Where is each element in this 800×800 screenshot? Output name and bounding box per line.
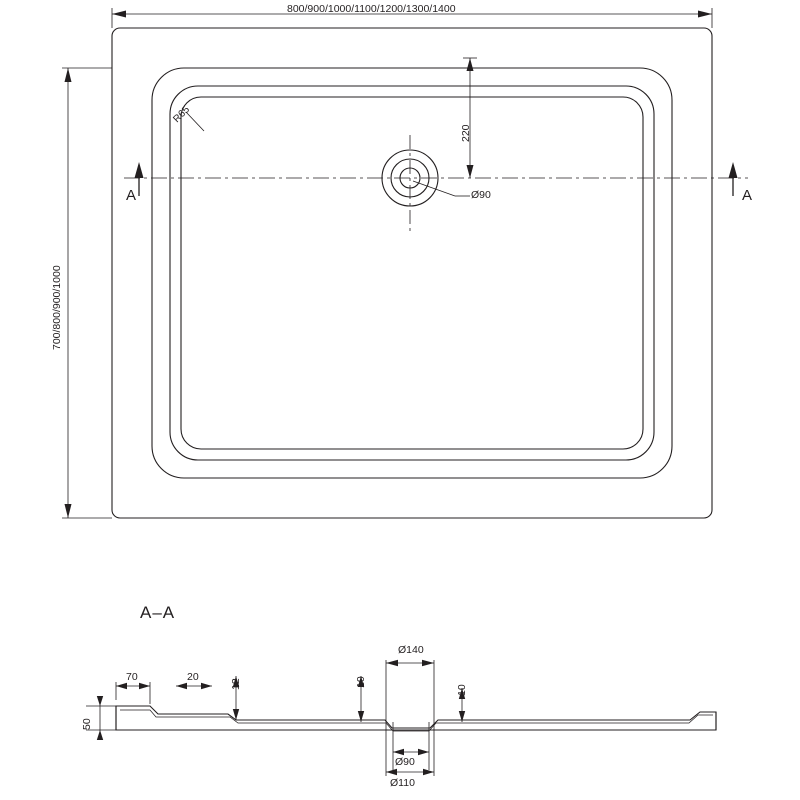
step-width-label: 20 (187, 671, 199, 683)
drain-bore-label: Ø90 (395, 756, 415, 768)
section-drain-detail (386, 660, 434, 770)
section-title-label: A–A (140, 603, 176, 622)
section-mark-left-label: A (126, 187, 137, 204)
drain-bore-dimension (393, 749, 429, 755)
flange-width-dimension (116, 682, 150, 704)
drain-offset-dimension (460, 58, 477, 178)
section-profile (116, 706, 716, 731)
section-mark-right-label: A (742, 187, 753, 204)
section-arrow-right (729, 162, 738, 196)
radius-label: R65 (171, 104, 193, 126)
left-dimension (62, 68, 112, 518)
tray-outline (112, 28, 712, 518)
height-label: 50 (81, 718, 93, 730)
step-width-dimension (176, 683, 212, 689)
base-thickness-right-label: 10 (456, 684, 468, 696)
drain-offset-label: 220 (460, 124, 472, 142)
drain-top-diameter-dimension (386, 660, 434, 666)
top-dimension-label: 800/900/1000/1100/1200/1300/1400 (287, 3, 456, 15)
left-dimension-label: 700/800/900/1000 (51, 265, 63, 350)
flange-width-label: 70 (126, 671, 138, 683)
tray-bowl-rim (170, 86, 654, 460)
drain-outer-label: Ø110 (390, 777, 415, 789)
wall-thickness-label: 12 (230, 678, 242, 690)
drain-top-diameter-label: Ø140 (398, 644, 424, 656)
drain-diameter-plan-label: Ø90 (471, 189, 491, 201)
tray-inner-edge (152, 68, 672, 478)
base-thickness-mid-label: 10 (355, 676, 367, 688)
